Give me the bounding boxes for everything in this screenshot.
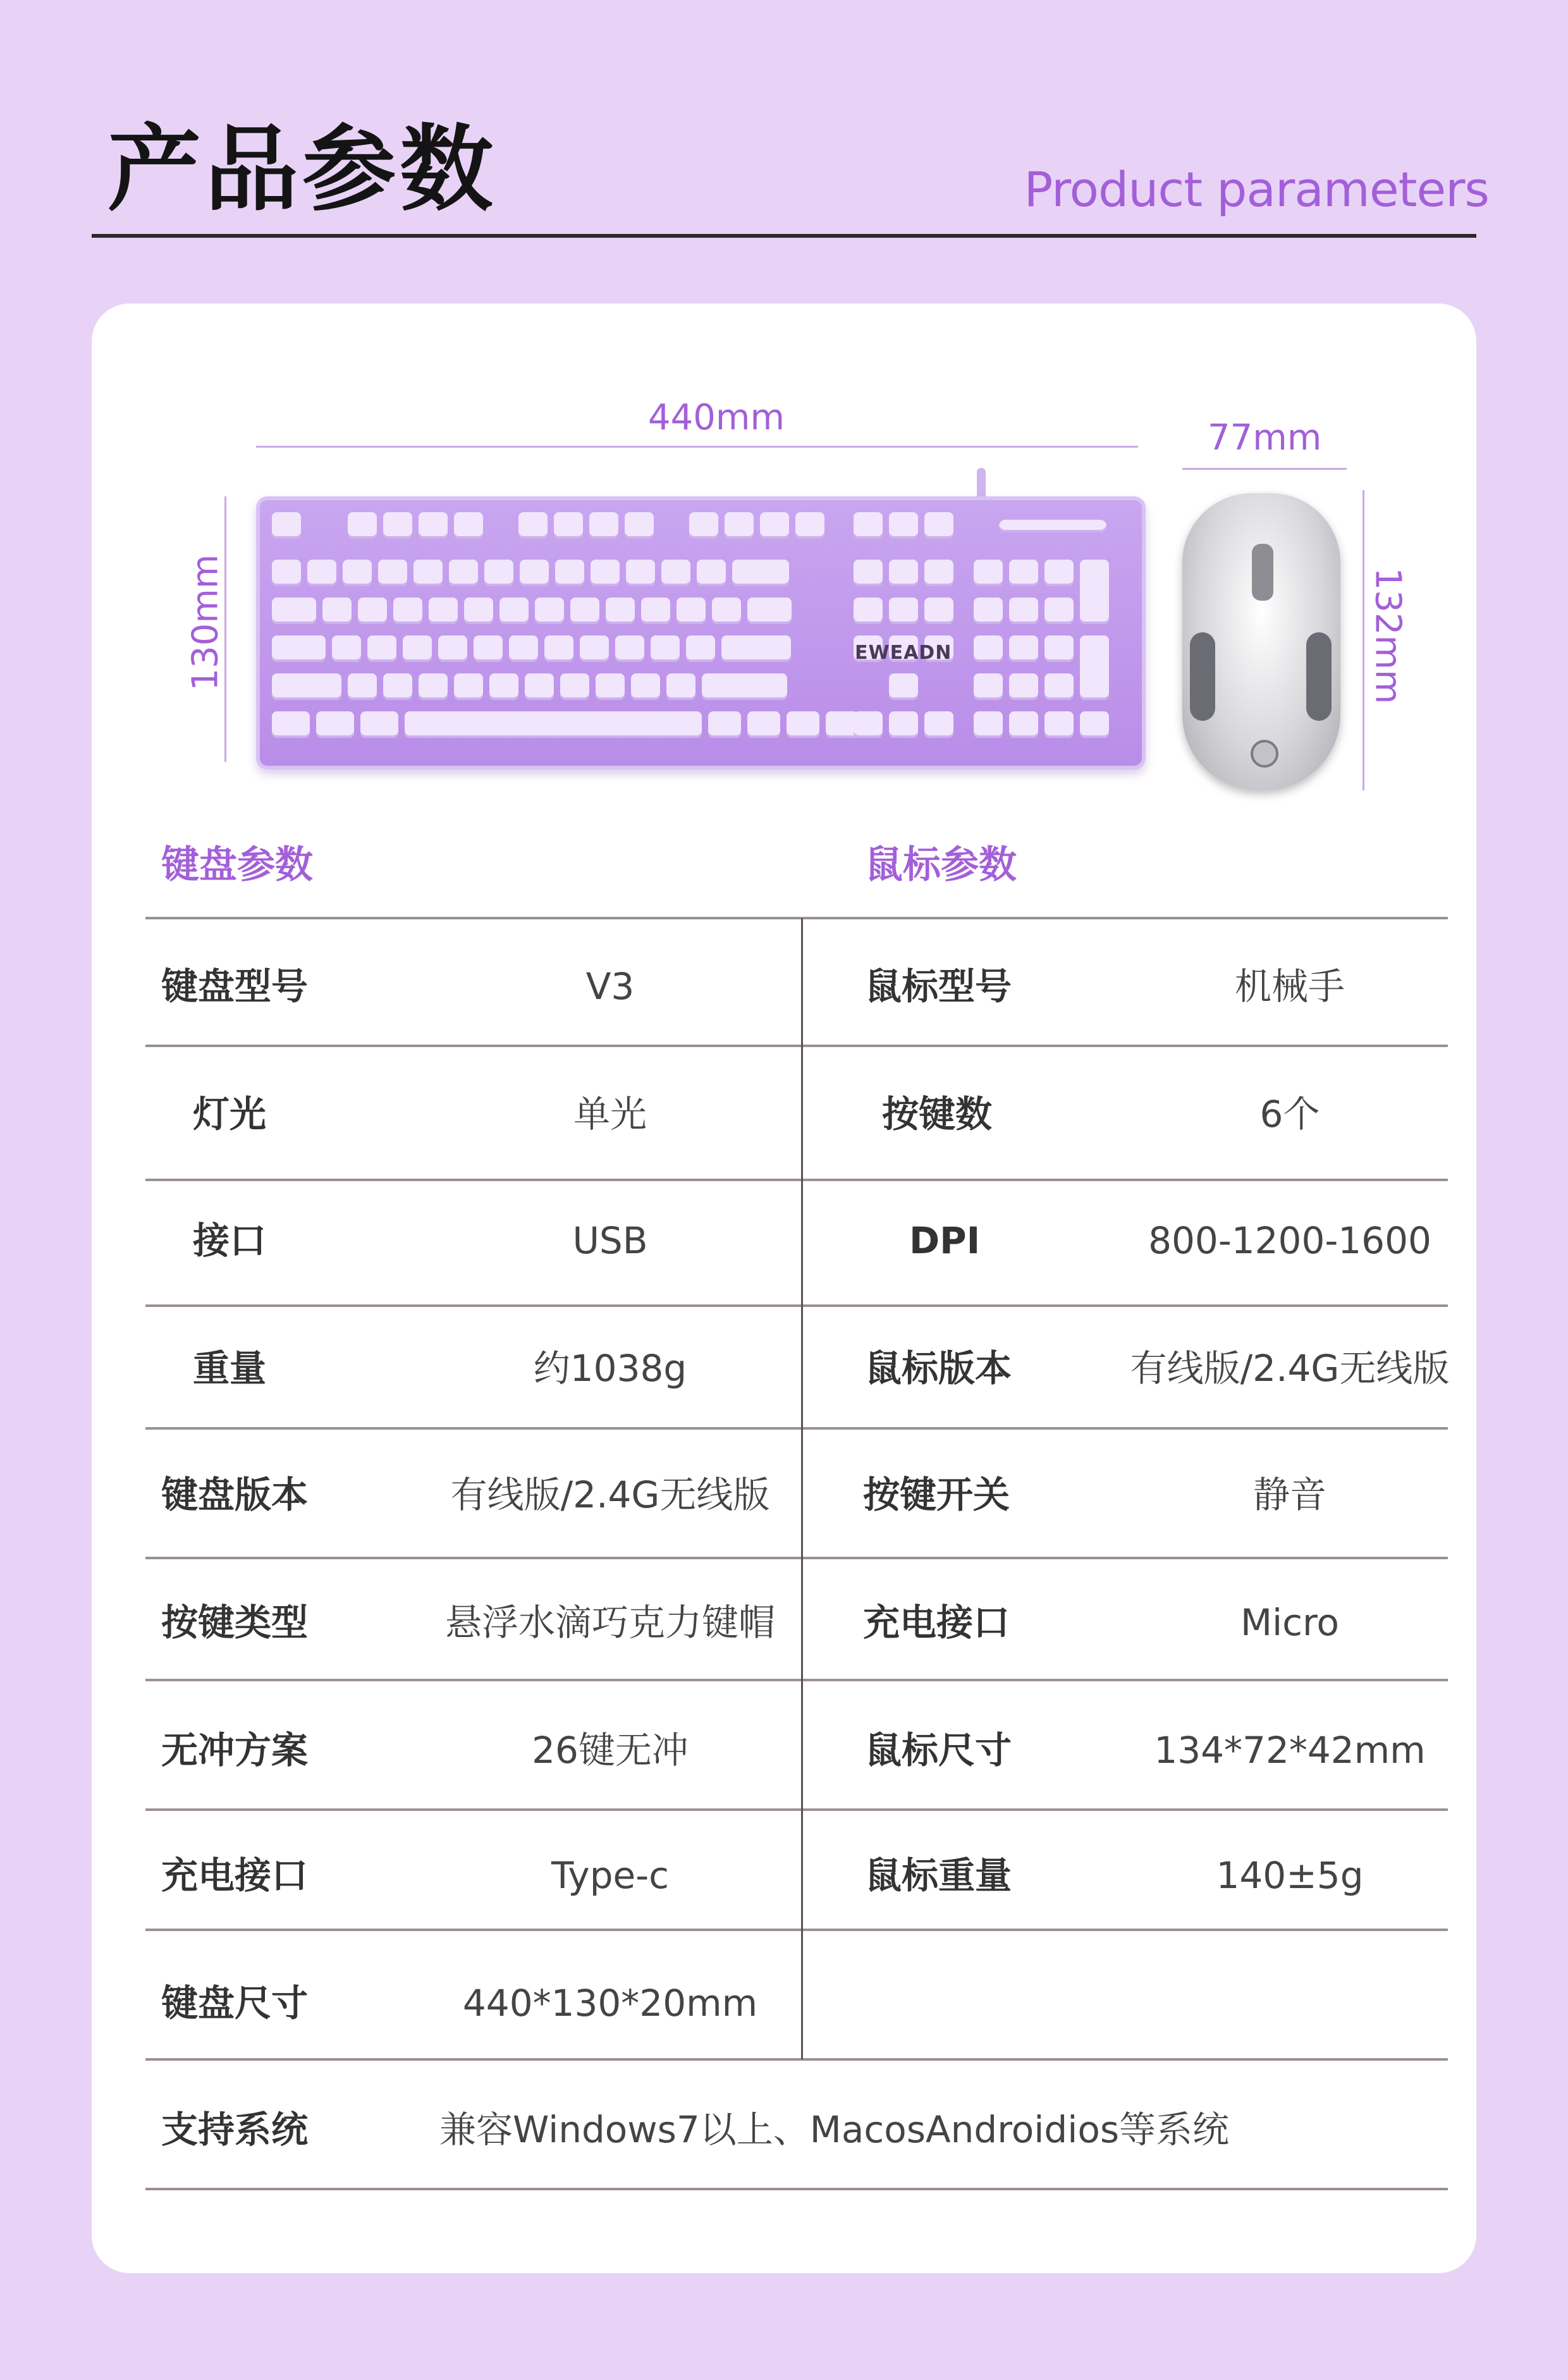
mouse-spec-value: 140±5g: [1216, 1854, 1364, 1897]
keycap: [316, 711, 354, 738]
keycap: [405, 711, 702, 738]
keyboard-spec-label: 键盘尺寸: [161, 1982, 309, 2025]
keyboard-spec-label: 按键类型: [161, 1601, 309, 1644]
keyboard-width-label: 440mm: [648, 397, 785, 438]
mouse-spec-label: 按键开关: [863, 1473, 1010, 1516]
keyboard-spec-label: 键盘型号: [161, 965, 309, 1008]
keycap: [555, 560, 584, 586]
keycap: [889, 673, 918, 700]
keycap: [787, 711, 819, 738]
keycap: [1044, 560, 1074, 586]
keycap: [689, 512, 718, 539]
mouse-spec-value: 800-1200-1600: [1148, 1219, 1431, 1262]
keyboard-spec-label: 重量: [193, 1347, 267, 1390]
keycap: [666, 673, 695, 700]
keycap: [554, 512, 583, 539]
keycap: [484, 560, 513, 586]
keycap: [795, 512, 824, 539]
keycap: [1080, 711, 1109, 738]
mouse-spec-label: 鼠标版本: [865, 1347, 1012, 1390]
table-rule: [145, 1808, 1448, 1811]
keyboard-spec-label: 充电接口: [161, 1854, 309, 1897]
keycap: [974, 560, 1003, 586]
mouse-logo-icon: [1251, 740, 1278, 768]
keycap: [889, 711, 918, 738]
keyboard-spec-value: Type-c: [551, 1854, 670, 1897]
mouse-side-panel-left: [1190, 632, 1215, 721]
keycap: [1009, 711, 1038, 738]
keycap: [661, 560, 690, 586]
keycap: [641, 598, 670, 624]
keycap: [606, 598, 635, 624]
keycap: [760, 512, 789, 539]
keycap: [708, 711, 741, 738]
keycap: [712, 598, 741, 624]
keyboard-height-label: 130mm: [185, 554, 226, 691]
system-value: 兼容Windows7以上、MacosAndroidios等系统: [439, 2108, 1230, 2151]
keycap: [1009, 598, 1038, 624]
keyboard-spec-value: 约1038g: [533, 1347, 687, 1390]
keycap: [383, 673, 412, 700]
keycap: [489, 673, 518, 700]
keycap: [378, 560, 407, 586]
keyboard-spec-value: 单光: [573, 1093, 647, 1136]
keyboard-section-title: 键盘参数: [161, 843, 313, 887]
system-label: 支持系统: [161, 2108, 309, 2151]
keycap: [520, 560, 549, 586]
mouse-width-line: [1182, 468, 1347, 470]
keycap: [924, 560, 953, 586]
keycap: [518, 512, 548, 539]
keyboard-spec-value: 440*130*20mm: [462, 1982, 758, 2025]
mouse-spec-value: 机械手: [1234, 965, 1345, 1008]
table-rule: [145, 2058, 1448, 2061]
keycap: [686, 635, 715, 662]
keycap: [889, 560, 918, 586]
keyboard-spec-label: 灯光: [193, 1093, 267, 1136]
page-title: 产品参数: [107, 115, 497, 224]
title-divider: [92, 234, 1476, 238]
keycap: [591, 560, 620, 586]
keycap: [438, 635, 467, 662]
keyboard-spec-value: 悬浮水滴巧克力键帽: [444, 1601, 775, 1644]
mouse-spec-value: Micro: [1240, 1601, 1340, 1644]
keycap: [509, 635, 538, 662]
indicator-strip: [999, 520, 1106, 532]
keycap: [1044, 635, 1074, 662]
keycap: [615, 635, 644, 662]
keycap: [924, 711, 953, 738]
keycap: [651, 635, 680, 662]
keycap: [732, 560, 789, 586]
keycap: [1044, 711, 1074, 738]
keyboard-spec-value: V3: [585, 965, 635, 1008]
keycap: [454, 673, 483, 700]
keycap: [449, 560, 478, 586]
keycap: [1044, 598, 1074, 624]
mouse-height-line: [1363, 490, 1364, 790]
mouse-spec-label: 鼠标尺寸: [865, 1729, 1012, 1772]
keycap: [702, 673, 787, 700]
keyboard-spec-value: 26键无冲: [532, 1729, 689, 1772]
keycap: [974, 673, 1003, 700]
keycap: [1044, 673, 1074, 700]
keycap: [924, 512, 953, 539]
keycap: [626, 560, 655, 586]
keycap: [1009, 635, 1038, 662]
keycap: [625, 512, 654, 539]
keycap: [1009, 560, 1038, 586]
keycap: [854, 711, 883, 738]
keycap: [924, 598, 953, 624]
keycap: [854, 512, 883, 539]
keycap: [725, 512, 754, 539]
table-rule: [145, 1929, 1448, 1931]
table-rule: [145, 1557, 1448, 1559]
table-rule: [145, 1045, 1448, 1047]
keycap: [272, 711, 310, 738]
mouse-scroll-wheel: [1252, 544, 1273, 601]
mouse-spec-label: 鼠标型号: [865, 965, 1012, 1008]
keycap: [631, 673, 660, 700]
mouse-width-label: 77mm: [1208, 417, 1322, 458]
keycap: [403, 635, 432, 662]
keycap: [697, 560, 726, 586]
keycap: [560, 673, 589, 700]
keyboard-width-line: [256, 446, 1138, 448]
mouse-section-title: 鼠标参数: [865, 843, 1017, 887]
keycap: [358, 598, 387, 624]
keycap: [419, 673, 448, 700]
keycap: [721, 635, 791, 662]
keycap: [596, 673, 625, 700]
keycap: [974, 635, 1003, 662]
mouse-spec-value: 6个: [1259, 1093, 1320, 1136]
keycap: [535, 598, 564, 624]
keycap: [343, 560, 372, 586]
table-rule: [145, 2188, 1448, 2190]
keycap: [525, 673, 554, 700]
keycap: [1080, 560, 1109, 624]
keycap: [332, 635, 361, 662]
keyboard-brand-logo: EWEADN: [855, 642, 952, 664]
keycap: [272, 512, 301, 539]
mouse-spec-value: 静音: [1253, 1473, 1326, 1516]
keycap: [383, 512, 412, 539]
keycap: [889, 512, 918, 539]
mouse-side-panel-right: [1306, 632, 1332, 721]
keyboard-spec-value: 有线版/2.4G无线版: [450, 1473, 770, 1516]
keyboard-spec-label: 接口: [193, 1219, 267, 1262]
mouse-spec-label: 鼠标重量: [865, 1854, 1012, 1897]
keycap: [474, 635, 503, 662]
keycap: [464, 598, 493, 624]
table-rule: [145, 1179, 1448, 1181]
keycap: [419, 512, 448, 539]
keycap: [360, 711, 398, 738]
keyboard-spec-value: USB: [572, 1219, 648, 1262]
keycap: [1009, 673, 1038, 700]
mouse-spec-label: 按键数: [882, 1093, 993, 1136]
keyboard-spec-label: 无冲方案: [161, 1729, 309, 1772]
keycap: [429, 598, 458, 624]
keycap: [272, 598, 316, 624]
keycap: [454, 512, 483, 539]
keycap: [413, 560, 443, 586]
keycap: [322, 598, 352, 624]
keycap: [747, 598, 792, 624]
keycap: [272, 560, 301, 586]
table-rule: [145, 917, 1448, 919]
keycap: [747, 711, 780, 738]
keycap: [348, 673, 377, 700]
keyboard-spec-label: 键盘版本: [161, 1473, 309, 1516]
keycap: [889, 598, 918, 624]
mouse-spec-value: 有线版/2.4G无线版: [1130, 1347, 1450, 1390]
keycap: [272, 673, 341, 700]
keycap: [580, 635, 609, 662]
keycap: [854, 598, 883, 624]
keycap: [677, 598, 706, 624]
keycap: [1080, 635, 1109, 700]
keycap: [367, 635, 396, 662]
keycap: [570, 598, 599, 624]
keycap: [974, 711, 1003, 738]
keycap: [499, 598, 529, 624]
mouse-spec-label: 充电接口: [863, 1601, 1010, 1644]
mouse-height-label: 132mm: [1367, 567, 1409, 704]
mouse-spec-label: DPI: [909, 1219, 981, 1262]
keycap: [393, 598, 422, 624]
keycap: [348, 512, 377, 539]
table-rule: [145, 1304, 1448, 1307]
table-rule: [145, 1427, 1448, 1430]
keycap: [307, 560, 336, 586]
keycap: [589, 512, 618, 539]
keycap: [974, 598, 1003, 624]
keycap: [272, 635, 326, 662]
keycap: [544, 635, 573, 662]
mouse-spec-value: 134*72*42mm: [1154, 1729, 1426, 1772]
keycap: [854, 560, 883, 586]
table-rule: [145, 1679, 1448, 1681]
page-subtitle: Product parameters: [1024, 161, 1489, 218]
